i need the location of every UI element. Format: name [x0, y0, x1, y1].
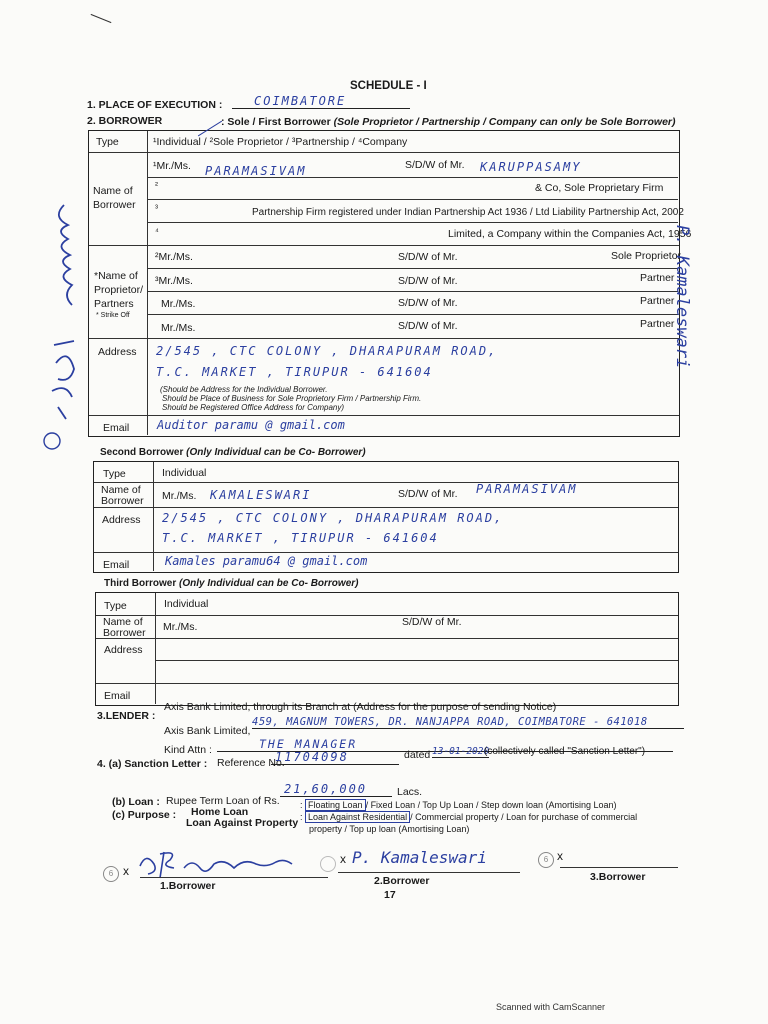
- second-father: PARAMASIVAM: [476, 482, 578, 496]
- sanction-label: 4. (a) Sanction Letter :: [97, 758, 208, 770]
- second-name: KAMALESWARI: [210, 488, 312, 502]
- borrower-desc: : Sole / First Borrower (Sole Proprietor / Partnership / Company can only be Sole Borrower): [221, 116, 676, 128]
- prop-row-prefix: ²Mr./Ms.: [155, 251, 193, 263]
- loan-unit: Lacs.: [397, 786, 423, 798]
- prop-row-sdw: S/D/W of Mr.: [398, 251, 458, 263]
- sanction-ref-label: Reference No.: [217, 757, 285, 769]
- sign-mark: x: [557, 849, 563, 863]
- proprietor-label: *Name of Proprietor/ Partners: [94, 270, 144, 310]
- place-label: 1. PLACE OF EXECUTION :: [87, 99, 223, 111]
- third-address-label: Address: [104, 644, 143, 656]
- first-row1-prefix: ¹Mr./Ms.: [153, 160, 191, 172]
- floating-loan-option: Floating Loan: [305, 799, 366, 811]
- second-type-label: Type: [103, 468, 126, 480]
- initial-stamp-icon: 6: [103, 866, 119, 882]
- prop-row-sdw: S/D/W of Mr.: [398, 320, 458, 332]
- third-prefix: Mr./Ms.: [163, 621, 198, 633]
- prop-row-role: Partner: [640, 318, 675, 330]
- initial-stamp-icon: [320, 856, 336, 872]
- borrower3-label: 3.Borrower: [590, 871, 646, 883]
- sign-mark: x: [340, 852, 346, 866]
- first-row3-text: Partnership Firm registered under Indian Partnership Act 1936 / Ltd Liability Partnership Act, 2002: [252, 207, 684, 218]
- first-row2-text: & Co, Sole Proprietary Firm: [535, 182, 664, 194]
- first-address-label: Address: [98, 346, 137, 358]
- place-value: COIMBATORE: [232, 94, 410, 109]
- second-email-label: Email: [103, 559, 130, 571]
- lender-line1: Axis Bank Limited, through its Branch at (Address for the purpose of sending Notice): [164, 701, 557, 713]
- lender-label: 3.LENDER :: [97, 710, 156, 722]
- strike-off-note: * Strike Off: [96, 312, 130, 319]
- borrower1-signature-icon: [134, 846, 314, 880]
- borrower-label: 2. BORROWER: [87, 115, 163, 127]
- prop-row-role: Partner: [640, 295, 675, 307]
- attn-label: Kind Attn :: [164, 744, 212, 756]
- borrower2-signature: P. Kamaleswari: [352, 848, 487, 867]
- first-row4-num: ⁴: [155, 226, 159, 236]
- scanner-footer: Scanned with CamScanner: [496, 1002, 606, 1012]
- first-email-value: Auditor paramu @ gmail.com: [157, 418, 345, 432]
- first-type-label: Type: [96, 136, 119, 148]
- first-row1-father: KARUPPASAMY: [480, 160, 582, 174]
- sanction-date: 13-01-2020: [432, 746, 490, 757]
- borrower2-label: 2.Borrower: [374, 875, 430, 887]
- second-address-label: Address: [102, 514, 141, 526]
- third-type-label: Type: [104, 600, 127, 612]
- prop-row-role: Partner: [640, 272, 675, 284]
- purpose-lap: Loan Against Property: [186, 817, 299, 829]
- purpose-line2: : Loan Against Residential / Commercial property / Loan for purchase of commercial: [300, 812, 638, 822]
- purpose-label: (c) Purpose :: [112, 809, 177, 821]
- sanction-ref-value: 11704098: [271, 750, 399, 765]
- purpose-home: Home Loan: [191, 806, 249, 818]
- prop-row-prefix: Mr./Ms.: [161, 322, 196, 334]
- prop-row-prefix: ³Mr./Ms.: [155, 275, 193, 287]
- address-note: (Should be Address for the Individual Borrower.: [160, 385, 328, 394]
- purpose-line1: : Floating Loan / Fixed Loan / Top Up Loan / Step down loan (Amortising Loan): [300, 800, 617, 810]
- second-prefix: Mr./Ms.: [162, 490, 197, 502]
- third-sdw: S/D/W of Mr.: [402, 616, 462, 628]
- second-heading: Second Borrower (Only Individual can be Co- Borrower): [100, 447, 366, 458]
- attn-value: THE MANAGER: [217, 737, 673, 752]
- loan-amount: 21,60,000: [280, 782, 392, 797]
- second-address-line1: 2/545 , CTC COLONY , DHARAPURAM ROAD,: [162, 511, 504, 525]
- second-name-label: Name of Borrower: [101, 484, 144, 507]
- sign-mark: x: [123, 864, 129, 878]
- second-address-line2: T.C. MARKET , TIRUPUR - 641604: [162, 531, 439, 545]
- third-email-label: Email: [104, 690, 131, 702]
- first-row4-text: Limited, a Company within the Companies Act, 1956: [448, 228, 692, 240]
- first-type-value: ¹Individual / ²Sole Proprietor / ³Partnership / ⁴Company: [153, 136, 408, 148]
- first-name-label: Name of Borrower: [93, 185, 136, 211]
- first-address-line1: 2/545 , CTC COLONY , DHARAPURAM ROAD,: [156, 344, 498, 358]
- second-sdw: S/D/W of Mr.: [398, 488, 458, 500]
- prop-row-prefix: Mr./Ms.: [161, 298, 196, 310]
- scan-mark: [91, 14, 112, 23]
- second-email-value: Kamales paramu64 @ gmail.com: [165, 554, 368, 568]
- borrower1-label: 1.Borrower: [160, 880, 216, 892]
- loan-label: (b) Loan :: [112, 796, 160, 808]
- page-number: 17: [384, 889, 396, 901]
- lender-line2-prefix: Axis Bank Limited,: [164, 725, 251, 737]
- prop-row-role: Sole Proprietor: [611, 250, 682, 262]
- prop-row-sdw: S/D/W of Mr.: [398, 297, 458, 309]
- second-type-value: Individual: [162, 467, 207, 479]
- right-margin-signature: P. Kamaleswari: [672, 225, 692, 369]
- first-email-label: Email: [103, 422, 130, 434]
- sanction-suffix: (collectively called "Sanction Letter"): [484, 746, 646, 757]
- address-note: Should be Registered Office Address for Company): [162, 403, 345, 412]
- loan-text: Rupee Term Loan of Rs.: [166, 795, 280, 807]
- third-type-value: Individual: [164, 598, 209, 610]
- residential-option: Loan Against Residential: [305, 811, 410, 823]
- schedule-title: SCHEDULE - I: [350, 80, 427, 92]
- first-row1-sdw: S/D/W of Mr.: [405, 159, 465, 171]
- address-note: Should be Place of Business for Sole Proprietory Firm / Partnership Firm.: [162, 394, 422, 403]
- purpose-line3: property / Top up loan (Amortising Loan): [309, 824, 470, 834]
- prop-row-sdw: S/D/W of Mr.: [398, 275, 458, 287]
- initial-stamp-icon: 6: [538, 852, 554, 868]
- first-row2-num: ²: [155, 180, 158, 190]
- first-address-line2: T.C. MARKET , TIRUPUR - 641604: [156, 365, 433, 379]
- sanction-dated-label: dated: [404, 749, 431, 761]
- third-heading: Third Borrower (Only Individual can be Co- Borrower): [104, 578, 359, 589]
- left-margin-signature-icon: [40, 195, 82, 455]
- third-name-label: Name of Borrower: [103, 616, 146, 639]
- first-row1-name: PARAMASIVAM: [205, 164, 307, 178]
- lender-branch-address: 459, MAGNUM TOWERS, DR. NANJAPPA ROAD, COIMBATORE - 641018: [252, 716, 684, 729]
- first-row3-num: ³: [155, 203, 158, 213]
